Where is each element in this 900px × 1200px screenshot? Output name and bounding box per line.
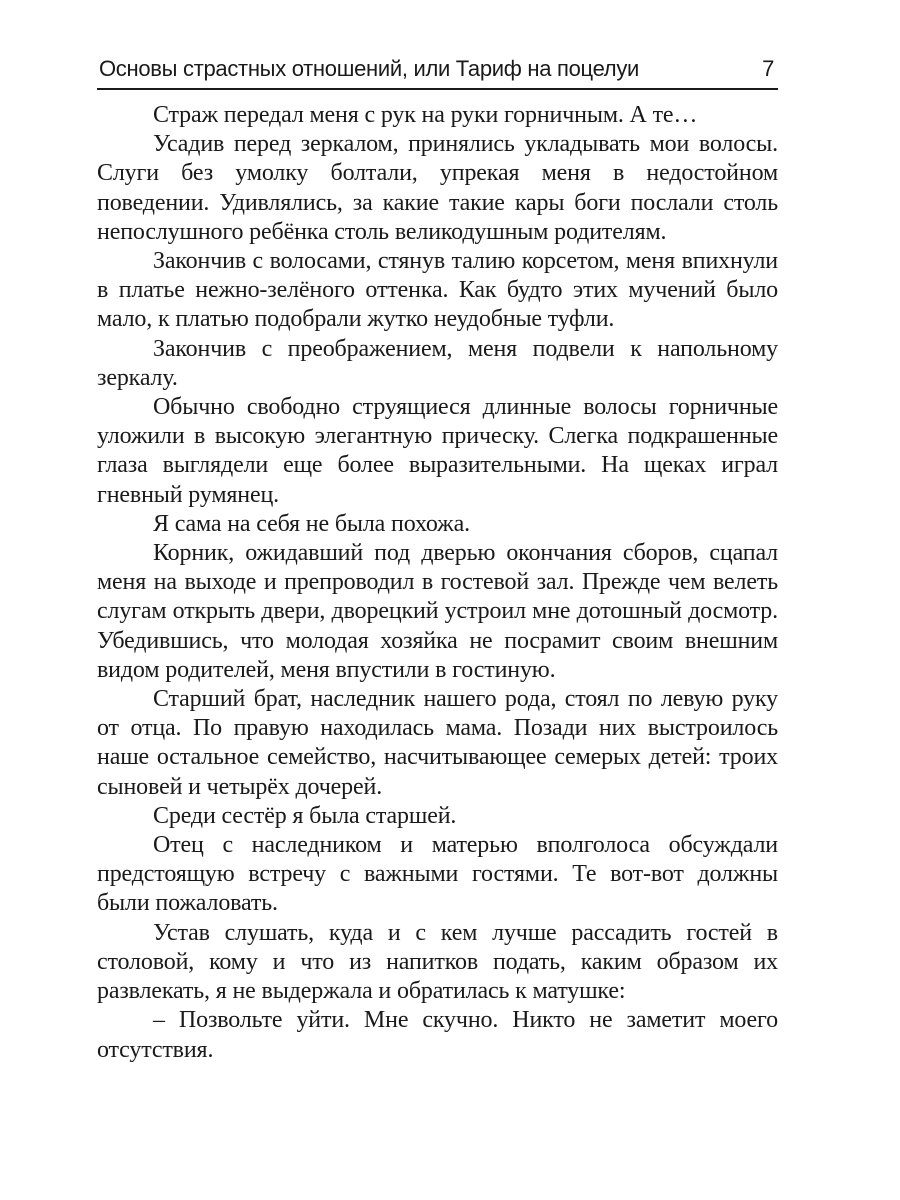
paragraph: Закончив с преображением, меня подвели к напольному зеркалу. (97, 335, 778, 391)
paragraph: Корник, ожидавший под дверью окончания сборов, сцапал меня на выходе и препроводил в гостевой зал. Прежде чем велеть слугам открыть двери, дворецкий устроил мне дотошный досмотр. Убедившись, что молодая хозяйка не посрамит своим внешним видом родителей, меня впустили в гостиную. (97, 540, 778, 683)
paragraph: Я сама на себя не была похожа. (153, 510, 470, 537)
book-page (97, 50, 778, 1065)
paragraph: Устав слушать, куда и с кем лучше рассадить гостей в столовой, кому и что из напитков подать, каким образом их развлекать, я не выдержала и обратилась к матушке: (97, 919, 778, 1005)
paragraph: Отец с наследником и матерью вполголоса обсуждали предстоящую встречу с важными гостями. Те вот-вот должны были пожаловать. (97, 832, 778, 917)
running-header (97, 50, 778, 90)
page-number: 7 (762, 56, 774, 81)
paragraph: – Позвольте уйти. Мне скучно. Никто не заметит моего отсутствия. (97, 1007, 778, 1063)
paragraph: Обычно свободно струящиеся длинные волосы горничные уложили в высокую элегантную прическу. Слегка подкрашенные глаза выглядели еще более выразительными. На щеках играл гневный румянец. (97, 394, 778, 508)
paragraph: Среди сестёр я была старшей. (153, 802, 457, 829)
paragraph: Старший брат, наследник нашего рода, стоял по левую руку от отца. По правую находилась мама. Позади них выстроилось наше остальное семейство, насчитывающее семерых детей: троих сыновей и четырёх дочерей. (97, 686, 778, 800)
running-title: Основы страстных отношений, или Тариф на поцелуи (99, 56, 640, 81)
body-text (97, 101, 778, 1065)
paragraph: Закончив с волосами, стянув талию корсетом, меня впихнули в платье нежно-зелёного оттенка. Как будто этих мучений было мало, к платью подобрали жутко неудобные туфли. (97, 248, 778, 333)
paragraph: Усадив перед зеркалом, принялись укладывать мои волосы. Слуги без умолку болтали, упрекая меня в недостойном поведении. Удивлялись, за какие такие кары боги послали столь непослушного ребёнка столь великодушным родителям. (97, 131, 778, 245)
paragraph: Страж передал меня с рук на руки горничным. А те… (153, 102, 698, 128)
